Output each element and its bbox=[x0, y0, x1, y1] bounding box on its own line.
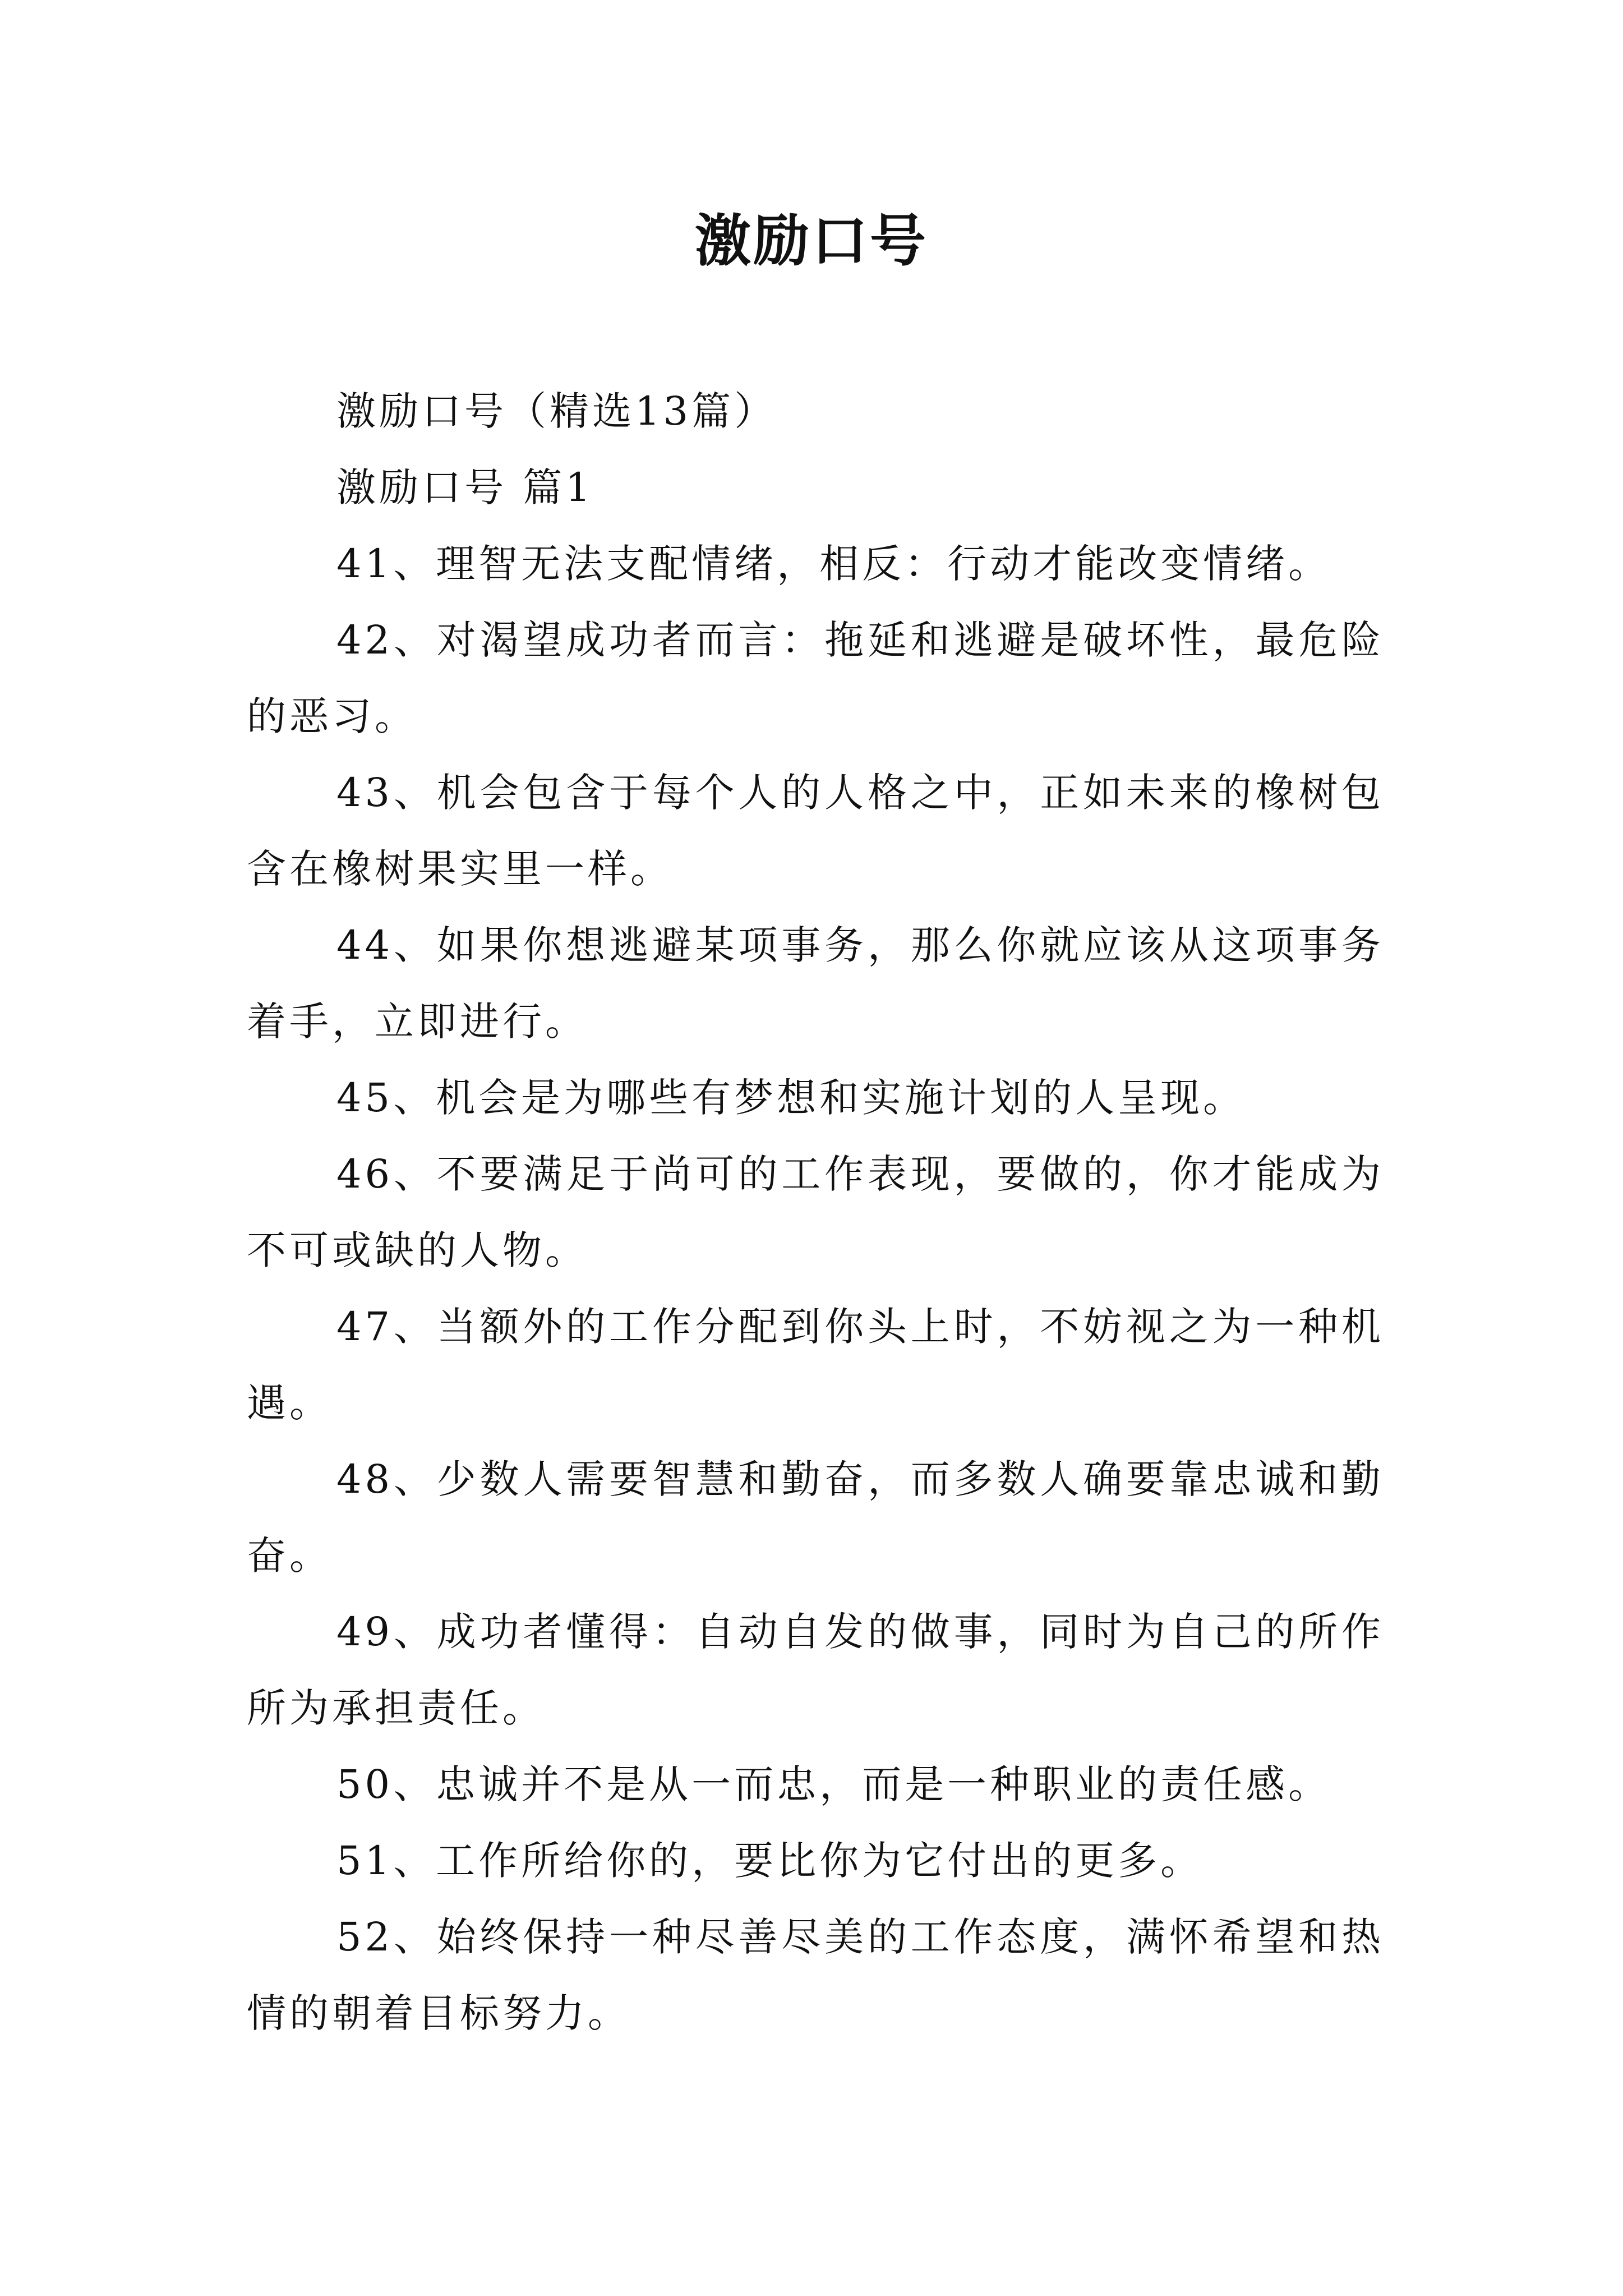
slogan-paragraph: 43、机会包含于每个人的人格之中，正如未来的橡树包含在橡树果实里一样。 bbox=[247, 770, 1384, 892]
section-heading: 激励口号 篇1 bbox=[336, 464, 594, 510]
slogan-paragraph: 44、如果你想逃避某项事务，那么你就应该从这项事务着手，立即进行。 bbox=[247, 922, 1384, 1045]
slogan-paragraph: 49、成功者懂得：自动自发的做事，同时为自己的所作所为承担责任。 bbox=[247, 1609, 1384, 1731]
slogan-paragraph: 42、对渴望成功者而言：拖延和逃避是破坏性，最危险的恶习。 bbox=[247, 617, 1384, 739]
slogan-paragraph: 41、理智无法支配情绪，相反：行动才能改变情绪。 bbox=[336, 541, 1331, 587]
document-subtitle: 激励口号（精选13篇） bbox=[336, 388, 777, 434]
slogan-paragraph: 50、忠诚并不是从一而忠，而是一种职业的责任感。 bbox=[336, 1761, 1331, 1807]
slogan-paragraph: 47、当额外的工作分配到你头上时，不妨视之为一种机遇。 bbox=[247, 1304, 1384, 1426]
document-title: 激励口号 bbox=[695, 208, 928, 274]
slogan-paragraph: 52、始终保持一种尽善尽美的工作态度，满怀希望和热情的朝着目标努力。 bbox=[247, 1914, 1384, 2036]
slogan-paragraph: 45、机会是为哪些有梦想和实施计划的人呈现。 bbox=[336, 1075, 1246, 1121]
slogan-paragraph: 46、不要满足于尚可的工作表现，要做的，你才能成为不可或缺的人物。 bbox=[247, 1151, 1384, 1273]
slogan-paragraph: 48、少数人需要智慧和勤奋，而多数人确要靠忠诚和勤奋。 bbox=[247, 1456, 1384, 1579]
document-body bbox=[247, 373, 1384, 2051]
slogan-paragraph: 51、工作所给你的，要比你为它付出的更多。 bbox=[336, 1838, 1204, 1884]
